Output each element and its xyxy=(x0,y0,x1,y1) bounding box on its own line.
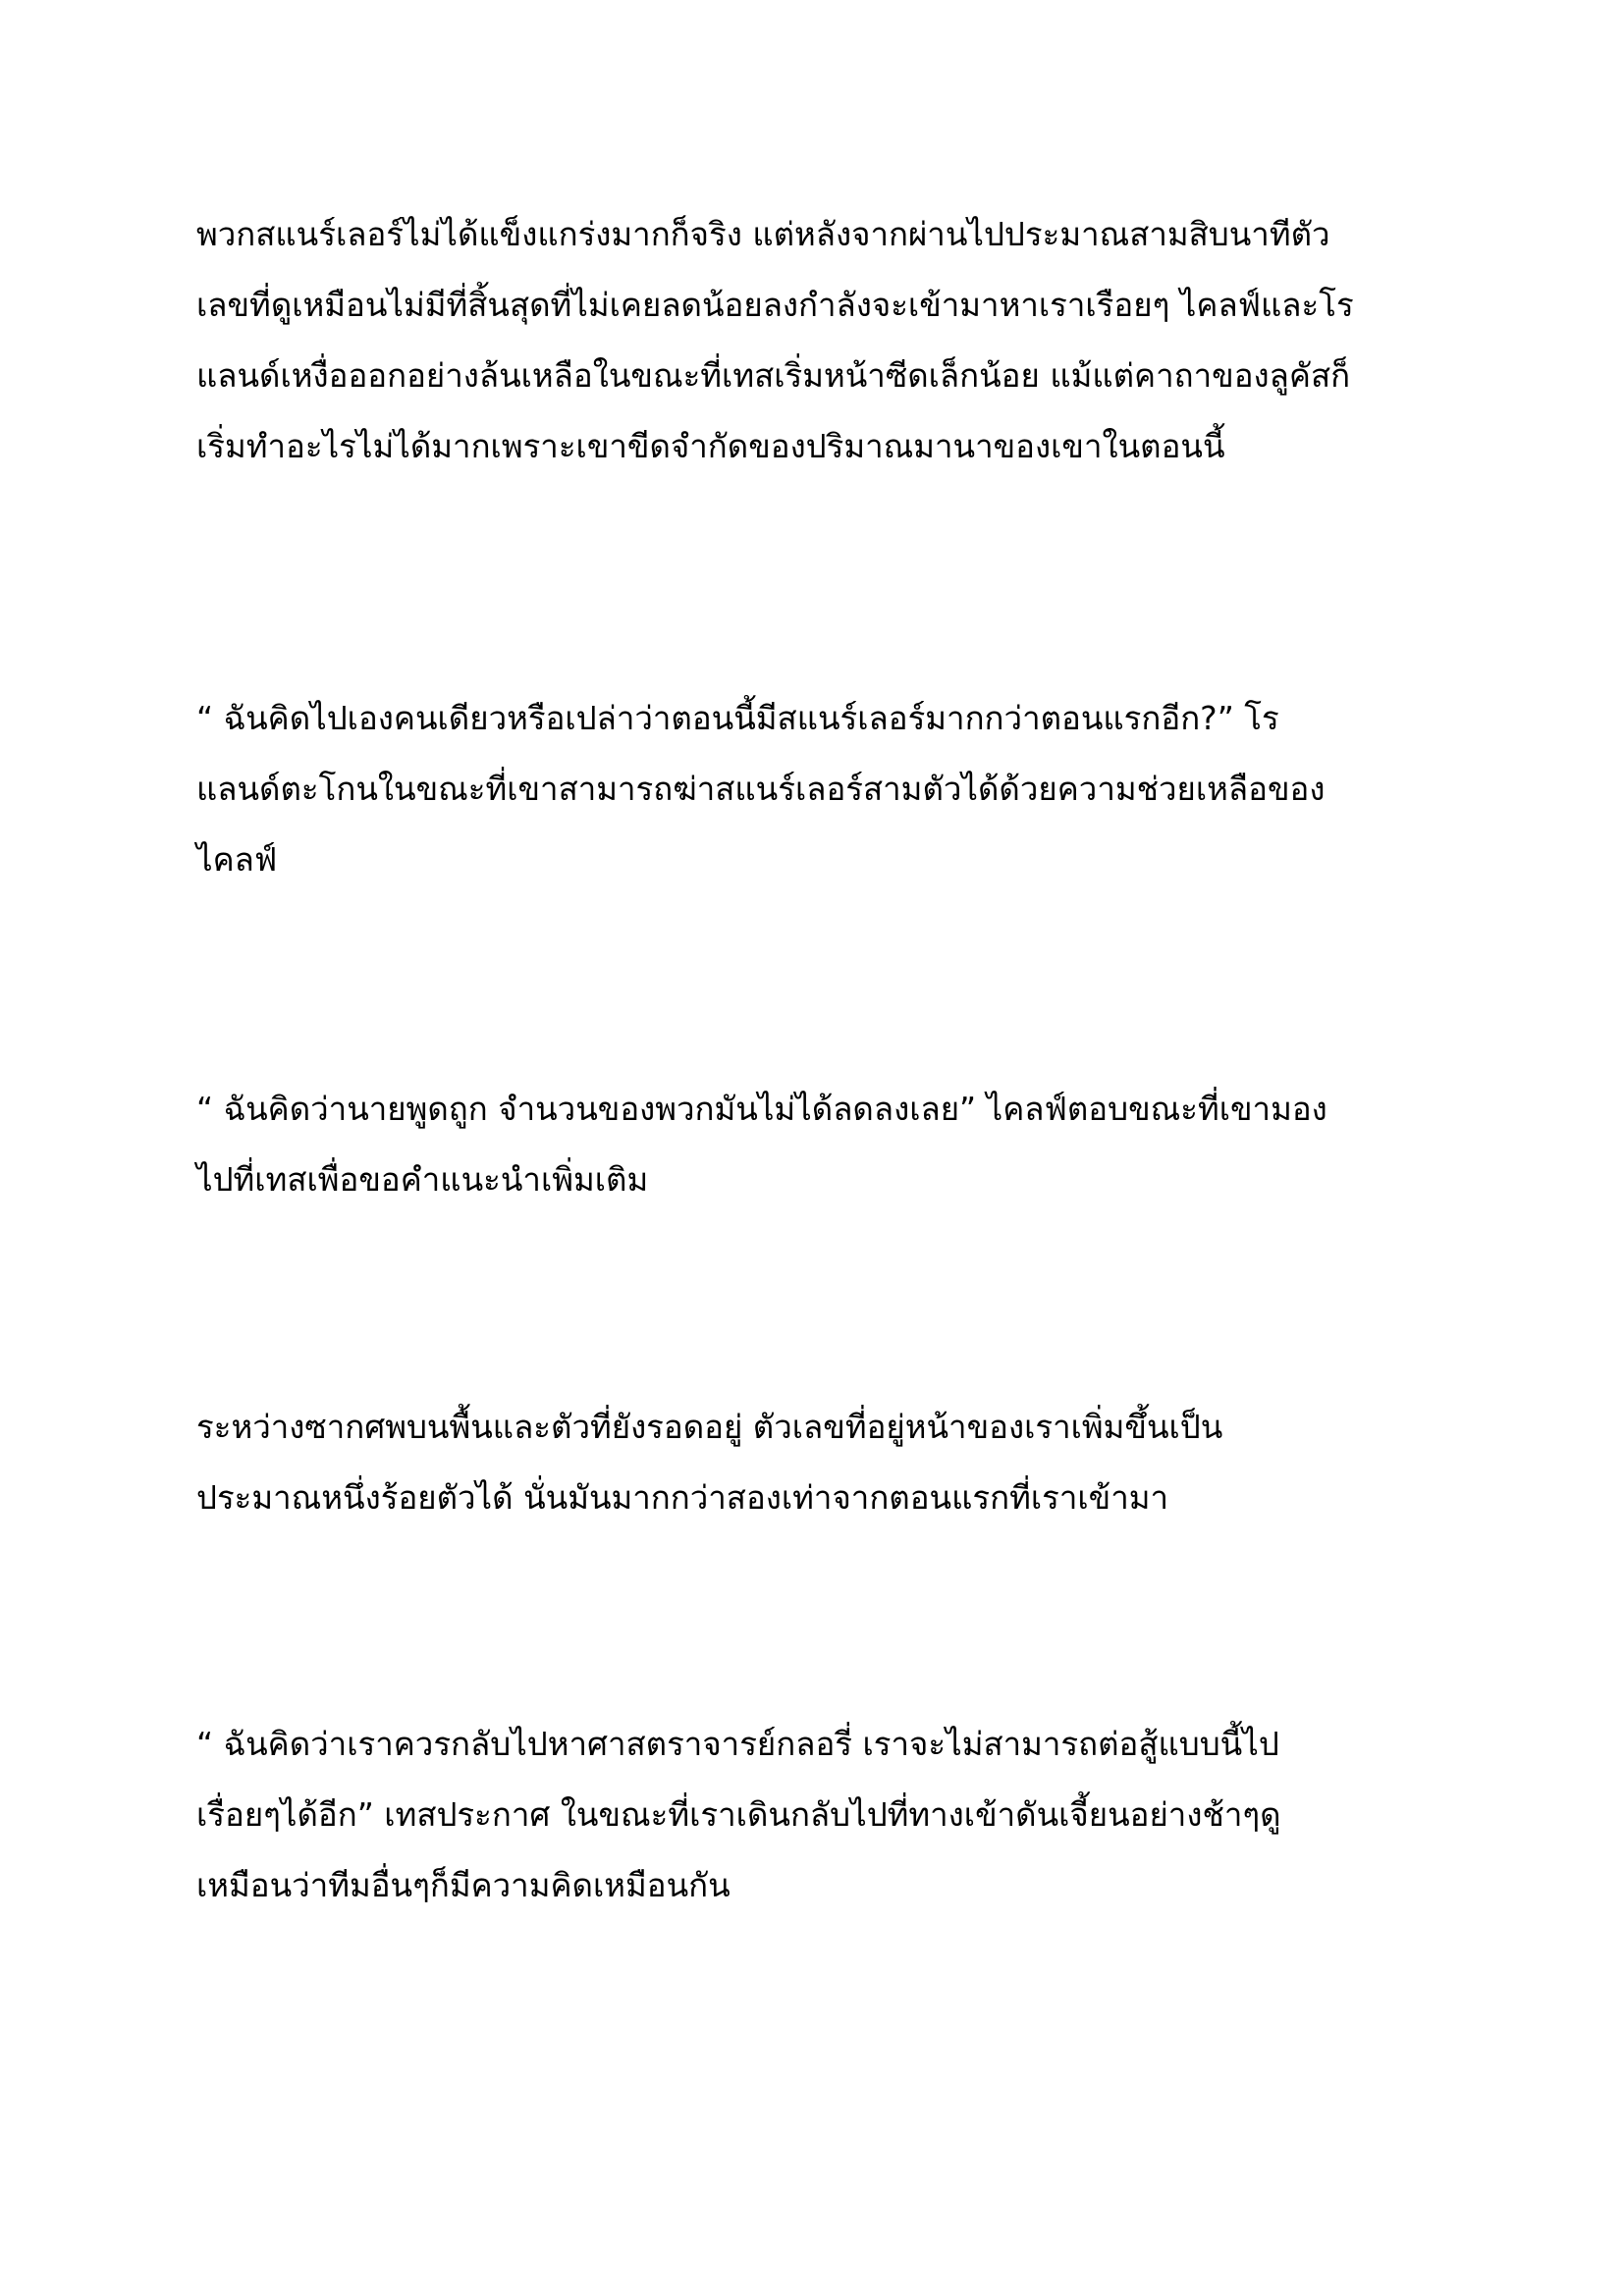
paragraph-line: ไคลฟ์ xyxy=(196,840,278,879)
paragraph-line: เลขที่ดูเหมือนไม่มีที่สิ้นสุดที่ไม่เคยลดน้อยลงกำลังจะเข้ามาหาเราเรือยๆ ไคลฟ์และโร xyxy=(196,286,1354,324)
paragraph-line: ประมาณหนึ่งร้อยตัวได้ นั่นมันมากกว่าสองเท่าจากตอนแรกที่เราเข้ามา xyxy=(196,1478,1169,1517)
paragraph-line: ระหว่างซากศพบนพื้นและตัวที่ยังรอดอยู่ ตัวเลขที่อยู่หน้าของเราเพิ่มขึ้นเป็น xyxy=(196,1408,1223,1446)
paragraph-line: เริ่มทำอะไรไม่ได้มากเพราะเขาขีดจำกัดของปริมาณมานาของเขาในตอนนี้ xyxy=(196,427,1225,465)
paragraph-line: แลนด์เหงื่อออกอย่างล้นเหลือในขณะที่เทสเริ่มหน้าซีดเล็กน้อย แม้แต่คาถาของลูคัสก็ xyxy=(196,356,1351,395)
paragraph-5 xyxy=(196,1709,1443,1921)
paragraph-2 xyxy=(196,683,1443,895)
paragraph-line: “ ฉันคิดไปเองคนเดียวหรือเปล่าว่าตอนนี้มีสแนร์เลอร์มากกว่าตอนแรกอีก?” โร xyxy=(196,699,1279,737)
paragraph-line: “ ฉันคิดว่านายพูดถูก จำนวนของพวกมันไม่ได้ลดลงเลย” ไคลฟ์ตอบขณะที่เขามอง xyxy=(196,1090,1327,1128)
paragraph-line: เหมือนว่าทีมอื่นๆก็มีความคิดเหมือนกัน xyxy=(196,1866,731,1904)
paragraph-line: เรื่อยๆได้อีก” เทสประกาศ ในขณะที่เราเดินกลับไปที่ทางเข้าดันเจี้ยนอย่างช้าๆดู xyxy=(196,1795,1281,1834)
paragraph-1 xyxy=(196,199,1443,482)
paragraph-line: “ ฉันคิดว่าเราควรกลับไปหาศาสตราจารย์กลอรี่ เราจะไม่สามารถต่อสู้แบบนี้ไป xyxy=(196,1725,1279,1763)
paragraph-line: แลนด์ตะโกนในขณะที่เขาสามารถฆ่าสแนร์เลอร์สามตัวได้ด้วยความช่วยเหลือของ xyxy=(196,770,1326,808)
paragraph-3 xyxy=(196,1074,1443,1215)
paragraph-line: ไปที่เทสเพื่อขอคำแนะนำเพิ่มเติม xyxy=(196,1160,649,1199)
paragraph-4 xyxy=(196,1392,1443,1533)
paragraph-line: พวกสแนร์เลอร์ไม่ได้แข็งแกร่งมากก็จริง แต่หลังจากผ่านไปประมาณสามสิบนาทีตัว xyxy=(196,215,1330,253)
